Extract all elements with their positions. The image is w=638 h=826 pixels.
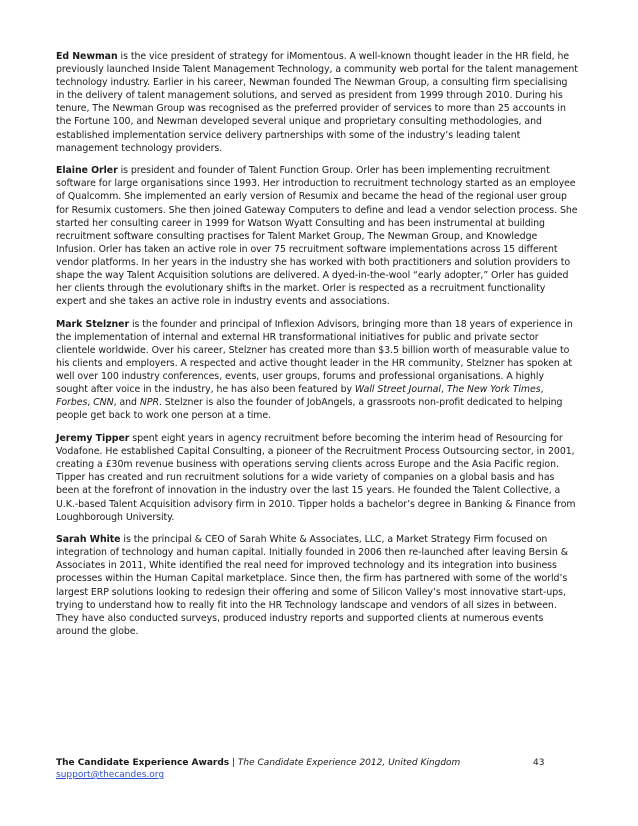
publication-name: NPR	[139, 397, 159, 409]
person-name: Elaine Orler	[56, 165, 118, 177]
bio-text: , and	[113, 397, 140, 409]
person-name: Sarah White	[56, 534, 121, 546]
bio-paragraph	[56, 533, 578, 638]
footer-separator: |	[229, 758, 238, 768]
bio-text: is the vice president of strategy for iMomentous. A well-known thought leader in the HR field, he previously launched Inside Talent Management Technology, a community web portal for the talent management technology industry. Earlier in his career, Newman founded The Newman Group, a consulting firm specialising in the delivery of talent management solutions, and served as president from 1999 through 2010. During his tenure, The Newman Group was recognised as the preferred provider of services to more than 25 accounts in the Fortune 100, and Newman developed several unique and proprietary consulting methodologies, and established implementation service delivery partnerships with some of the industry’s leading talent management technology providers.	[56, 51, 578, 154]
footer-email-link[interactable]: support@thecandes.org	[56, 770, 165, 780]
footer-line	[56, 757, 578, 769]
bio-text: is the founder and principal of Inflexion Advisors, bringing more than 18 years of experience in the implementation of internal and external HR transformational initiatives for public and private sector clientele worldwide. Over his career, Stelzner has created more than $3.5 billion worth of measurable value to his clients and employers. A respected and active thought leader in the HR community, Stelzner has spoken at well over 100 industry conferences, events, user groups, forums and professional organisations. A highly sought after voice in the industry, he has also been featured by	[56, 318, 573, 396]
bio-text: is president and founder of Talent Function Group. Orler has been implementing recruitment software for large organisations since 1993. Her introduction to recruitment technology started as an employee of Qualcomm. She implemented an early version of Resumix and became the head of the regional user group for Resumix customers. She then joined Gateway Computers to define and lead a vendor selection process. She started her consulting career in 1999 for Watson Wyatt Consulting and has been instrumental at building recruitment software consulting practises for Talent Market Group, The Newman Group, and Knowledge Infusion. Orler has taken an active role in over 75 recruitment software implementations across 15 different vendor platforms. In her years in the industry she has worked with both practitioners and solution providers to shape the way Talent Acquisition solutions are delivered. A dyed-in-the-wool “early adopter,” Orler has guided her clients through the evolutionary shifts in the market. Orler is respected as a recruitment functionality expert and she takes an active role in industry events and associations.	[56, 165, 578, 308]
bio-paragraph	[56, 432, 578, 524]
bio-text: . Stelzner is also the founder of JobAngels, a grassroots non-profit dedicated to helping people get back to work one person at a time.	[56, 397, 563, 422]
footer-org-name: The Candidate Experience Awards	[56, 758, 230, 768]
person-name: Ed Newman	[56, 51, 118, 62]
bio-text: is the principal & CEO of Sarah White & Associates, LLC, a Market Strategy Firm focused on integration of technology and human capital. Initially founded in 2006 then re-launched after leaving Bersin & Associates in 2011, White identified the real need for improved technology and its integration into business processes within the Human Capital marketplace. Since then, the firm has partnered with some of the world’s largest ERP solutions looking to redesign their offering and some of Silicon Valley’s most innovative start-ups, trying to understand how to really fit into the HR Technology landscape and vendors of all sizes in between. They have also conducted surveys, produced industry reports and supported clients at numerous events around the globe.	[56, 534, 568, 637]
bio-text: ,	[440, 384, 447, 396]
bio-text: spent eight years in agency recruitment before becoming the interim head of Resourcing for Vodafone. He established Capital Consulting, a pioneer of the Recruitment Process Outsourcing sector, in 2001, creating a £30m revenue business with operations serving clients across Europe and the Asia Pacific region. Tipper has created and run recruitment solutions for a wide variety of companies on a global basis and has been at the forefront of innovation in the industry over the last 15 years. He founded the Talent Collective, a U.K.-based Talent Acquisition advisory firm in 2010. Tipper holds a bachelor’s degree in Banking & Finance from Loughborough University.	[56, 433, 576, 523]
publication-name: Wall Street Journal	[354, 384, 441, 396]
bio-paragraph	[56, 164, 578, 308]
publication-name: Forbes	[56, 397, 88, 409]
bio-text: ,	[87, 397, 94, 409]
person-name: Mark Stelzner	[56, 318, 130, 330]
bio-text: ,	[540, 384, 544, 396]
person-name: Jeremy Tipper	[56, 433, 130, 445]
page-number: 43	[533, 758, 545, 768]
publication-name: The New York Times	[446, 384, 541, 396]
footer-event-title: The Candidate Experience 2012, United Kingdom	[237, 758, 461, 768]
publication-name: CNN	[93, 397, 114, 409]
page-footer	[56, 757, 578, 781]
bio-paragraph	[56, 50, 578, 155]
document-body	[56, 50, 578, 647]
bio-paragraph	[56, 318, 578, 423]
